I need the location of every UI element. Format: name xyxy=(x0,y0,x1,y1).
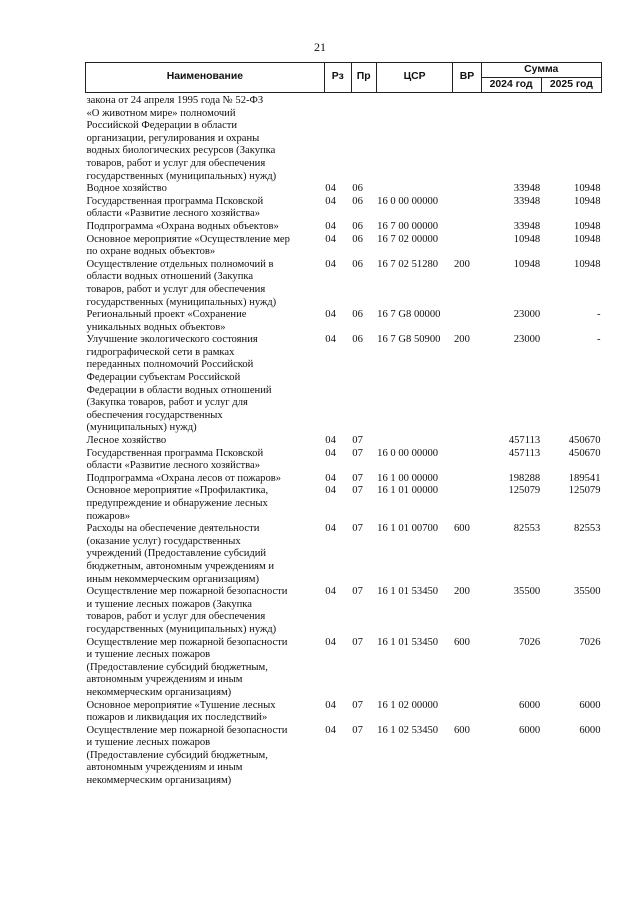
cell-y2024: 457113 xyxy=(508,447,541,459)
cell-rz: 04 xyxy=(325,724,336,736)
cell-vr xyxy=(453,93,481,184)
cell-name: Осуществление отдельных полномочий в области водных отношений (Закупка товаров, работ и услуг для обеспечения государственных (муниципальных) нужд) xyxy=(86,258,277,308)
table-row xyxy=(86,435,602,448)
cell-vr: 200 xyxy=(453,586,470,598)
cell-name: Основное мероприятие «Осуществление мер по охране водных объектов» xyxy=(86,233,290,258)
cell-y2024: 33948 xyxy=(513,195,541,207)
cell-csr: 16 1 01 53450 xyxy=(377,636,439,648)
cell-name: Подпрограмма «Охрана лесов от пожаров» xyxy=(86,472,282,484)
table-row xyxy=(86,221,602,234)
cell-y2024: 7026 xyxy=(519,636,541,648)
cell-vr xyxy=(453,448,481,473)
cell-pr: 07 xyxy=(352,435,363,447)
cell-rz: 04 xyxy=(325,309,336,321)
table-header xyxy=(86,63,602,93)
cell-name: Улучшение экологического состояния гидрографической сети в рамках переданных полномочий Российской Федерации субъектам Российской Федерации в области водных отношений (Закупка товаров, работ и услуг для обеспечения государственных (муниципальных) нужд) xyxy=(86,334,272,434)
cell-csr xyxy=(376,435,453,448)
cell-vr xyxy=(453,473,481,486)
cell-pr: 07 xyxy=(352,724,363,736)
cell-pr xyxy=(351,93,376,184)
cell-csr: 16 7 02 51280 xyxy=(377,258,439,270)
cell-vr xyxy=(453,234,481,259)
cell-pr: 07 xyxy=(352,472,363,484)
cell-name: Осуществление мер пожарной безопасности и тушение лесных пожаров (Закупка товаров, работ и услуг для обеспечения государственных (муниципальных) нужд) xyxy=(86,586,288,635)
cell-csr: 16 7 00 00000 xyxy=(377,220,439,232)
table-row xyxy=(86,448,602,473)
table-row xyxy=(86,473,602,486)
cell-y2024: 23000 xyxy=(513,309,541,321)
cell-name: Водное хозяйство xyxy=(86,183,167,195)
cell-csr: 16 7 G8 00000 xyxy=(377,309,441,321)
cell-y2025: 10948 xyxy=(574,220,601,232)
cell-rz: 04 xyxy=(325,183,336,195)
cell-rz: 04 xyxy=(325,220,336,232)
cell-csr: 16 1 00 00000 xyxy=(377,472,439,484)
cell-rz xyxy=(324,93,351,184)
cell-pr: 07 xyxy=(352,447,363,459)
budget-table xyxy=(85,62,602,788)
header-sum: Сумма xyxy=(481,63,601,78)
cell-csr: 16 1 02 00000 xyxy=(377,699,439,711)
cell-y2025: 189541 xyxy=(568,472,601,484)
cell-pr: 07 xyxy=(352,636,363,648)
table-row xyxy=(86,183,602,196)
cell-rz: 04 xyxy=(325,447,336,459)
cell-csr: 16 7 02 00000 xyxy=(377,233,439,245)
cell-y2025 xyxy=(541,93,601,184)
cell-pr: 06 xyxy=(352,195,363,207)
cell-pr: 06 xyxy=(352,258,363,270)
cell-name: Лесное хозяйство xyxy=(86,435,167,447)
cell-y2025: 6000 xyxy=(579,699,601,711)
cell-pr: 06 xyxy=(352,233,363,245)
cell-vr xyxy=(453,435,481,448)
cell-pr: 07 xyxy=(352,523,363,535)
cell-csr: 16 1 01 00700 xyxy=(377,523,439,535)
cell-vr xyxy=(453,183,481,196)
cell-pr: 06 xyxy=(352,334,363,346)
cell-vr xyxy=(453,196,481,221)
cell-vr: 600 xyxy=(453,724,470,736)
cell-y2024: 6000 xyxy=(519,699,541,711)
cell-y2024 xyxy=(481,93,541,184)
table-row xyxy=(86,259,602,309)
table-row xyxy=(86,586,602,636)
cell-y2025: 82553 xyxy=(574,523,601,535)
cell-name: Государственная программа Псковской области «Развитие лесного хозяйства» xyxy=(86,195,264,220)
cell-pr: 07 xyxy=(352,699,363,711)
cell-y2025: 125079 xyxy=(568,485,601,497)
cell-vr xyxy=(453,700,481,725)
table-row xyxy=(86,334,602,435)
cell-y2025: 35500 xyxy=(574,586,601,598)
cell-rz: 04 xyxy=(325,523,336,535)
cell-name: Подпрограмма «Охрана водных объектов» xyxy=(86,220,279,232)
table-row xyxy=(86,309,602,334)
header-year-2024: 2024 год xyxy=(481,78,541,93)
table-row xyxy=(86,637,602,700)
cell-y2024: 82553 xyxy=(513,523,541,535)
cell-csr: 16 0 00 00000 xyxy=(377,195,439,207)
cell-csr: 16 1 01 53450 xyxy=(377,586,439,598)
cell-vr xyxy=(453,485,481,523)
cell-csr: 16 1 02 53450 xyxy=(377,724,439,736)
cell-y2024: 23000 xyxy=(513,334,541,346)
cell-y2025: 7026 xyxy=(579,636,601,648)
cell-name: Расходы на обеспечение деятельности (оказание услуг) государственных учреждений (Предоставление субсидий бюджетным, автономным учреждениям и иным некоммерческим организациям) xyxy=(86,523,275,585)
table-row xyxy=(86,700,602,725)
cell-pr: 06 xyxy=(352,183,363,195)
cell-rz: 04 xyxy=(325,485,336,497)
header-pr: Пр xyxy=(351,63,376,93)
cell-y2024: 10948 xyxy=(513,258,541,270)
header-year-2025: 2025 год xyxy=(541,78,601,93)
cell-name: Основное мероприятие «Тушение лесных пожаров и ликвидация их последствий» xyxy=(86,699,276,724)
cell-pr: 07 xyxy=(352,485,363,497)
cell-name: закона от 24 апреля 1995 года № 52-ФЗ «О животном мире» полномочий Российской Федерации в области организации, регулирования и охраны водных биологических ресурсов (Закупка товаров, работ и услуг для обеспечения государственных (муниципальных) нужд) xyxy=(86,95,277,182)
cell-y2024: 198288 xyxy=(508,472,541,484)
cell-vr: 600 xyxy=(453,636,470,648)
cell-rz: 04 xyxy=(325,258,336,270)
cell-pr: 06 xyxy=(352,220,363,232)
cell-y2024: 33948 xyxy=(513,183,541,195)
cell-y2025: 10948 xyxy=(574,233,601,245)
cell-y2025: 10948 xyxy=(574,258,601,270)
cell-y2025: 10948 xyxy=(574,183,601,195)
header-name: Наименование xyxy=(86,63,325,93)
cell-csr: 16 0 00 00000 xyxy=(377,447,439,459)
cell-rz: 04 xyxy=(325,233,336,245)
cell-name: Осуществление мер пожарной безопасности и тушение лесных пожаров (Предоставление субсидий бюджетным, автономным учреждениям и иным некоммерческим организациям) xyxy=(86,724,288,787)
header-rz: Рз xyxy=(324,63,351,93)
cell-y2024: 35500 xyxy=(513,586,541,598)
cell-y2024: 33948 xyxy=(513,220,541,232)
cell-y2025: - xyxy=(596,334,601,346)
table-row xyxy=(86,725,602,788)
cell-name: Осуществление мер пожарной безопасности и тушение лесных пожаров (Предоставление субсидий бюджетным, автономным учреждениям и иным некоммерческим организациям) xyxy=(86,636,288,698)
cell-pr: 06 xyxy=(352,309,363,321)
cell-y2025: 6000 xyxy=(579,724,601,736)
cell-rz: 04 xyxy=(325,636,336,648)
cell-y2025: 10948 xyxy=(574,195,601,207)
cell-vr: 200 xyxy=(453,334,470,346)
cell-y2024: 457113 xyxy=(508,435,541,447)
cell-csr: 16 7 G8 50900 xyxy=(377,334,441,346)
table-row xyxy=(86,93,602,184)
cell-rz: 04 xyxy=(325,334,336,346)
table-row xyxy=(86,196,602,221)
cell-csr: 16 1 01 00000 xyxy=(377,485,439,497)
cell-y2025: - xyxy=(596,309,601,321)
header-csr: ЦСР xyxy=(376,63,453,93)
cell-name: Региональный проект «Сохранение уникальных водных объектов» xyxy=(86,309,247,333)
cell-y2025: 450670 xyxy=(568,435,601,447)
cell-y2024: 10948 xyxy=(513,233,541,245)
cell-rz: 04 xyxy=(325,195,336,207)
cell-y2024: 6000 xyxy=(519,724,541,736)
cell-rz: 04 xyxy=(325,586,336,598)
cell-rz: 04 xyxy=(325,472,336,484)
cell-y2025: 450670 xyxy=(568,447,601,459)
cell-pr: 07 xyxy=(352,586,363,598)
cell-y2024: 125079 xyxy=(508,485,541,497)
cell-name: Государственная программа Псковской области «Развитие лесного хозяйства» xyxy=(86,447,264,472)
cell-vr: 200 xyxy=(453,258,470,270)
cell-vr xyxy=(453,309,481,334)
cell-rz: 04 xyxy=(325,435,336,447)
cell-csr xyxy=(376,93,453,184)
table-row xyxy=(86,485,602,523)
header-vr: ВР xyxy=(453,63,481,93)
cell-vr xyxy=(453,221,481,234)
table-body xyxy=(86,93,602,788)
cell-csr xyxy=(376,183,453,196)
table-row xyxy=(86,523,602,586)
page-number: 21 xyxy=(314,40,326,54)
cell-name: Основное мероприятие «Профилактика, предупреждение и обнаружение лесных пожаров» xyxy=(86,485,269,522)
cell-vr: 600 xyxy=(453,523,470,535)
table-row xyxy=(86,234,602,259)
cell-rz: 04 xyxy=(325,699,336,711)
